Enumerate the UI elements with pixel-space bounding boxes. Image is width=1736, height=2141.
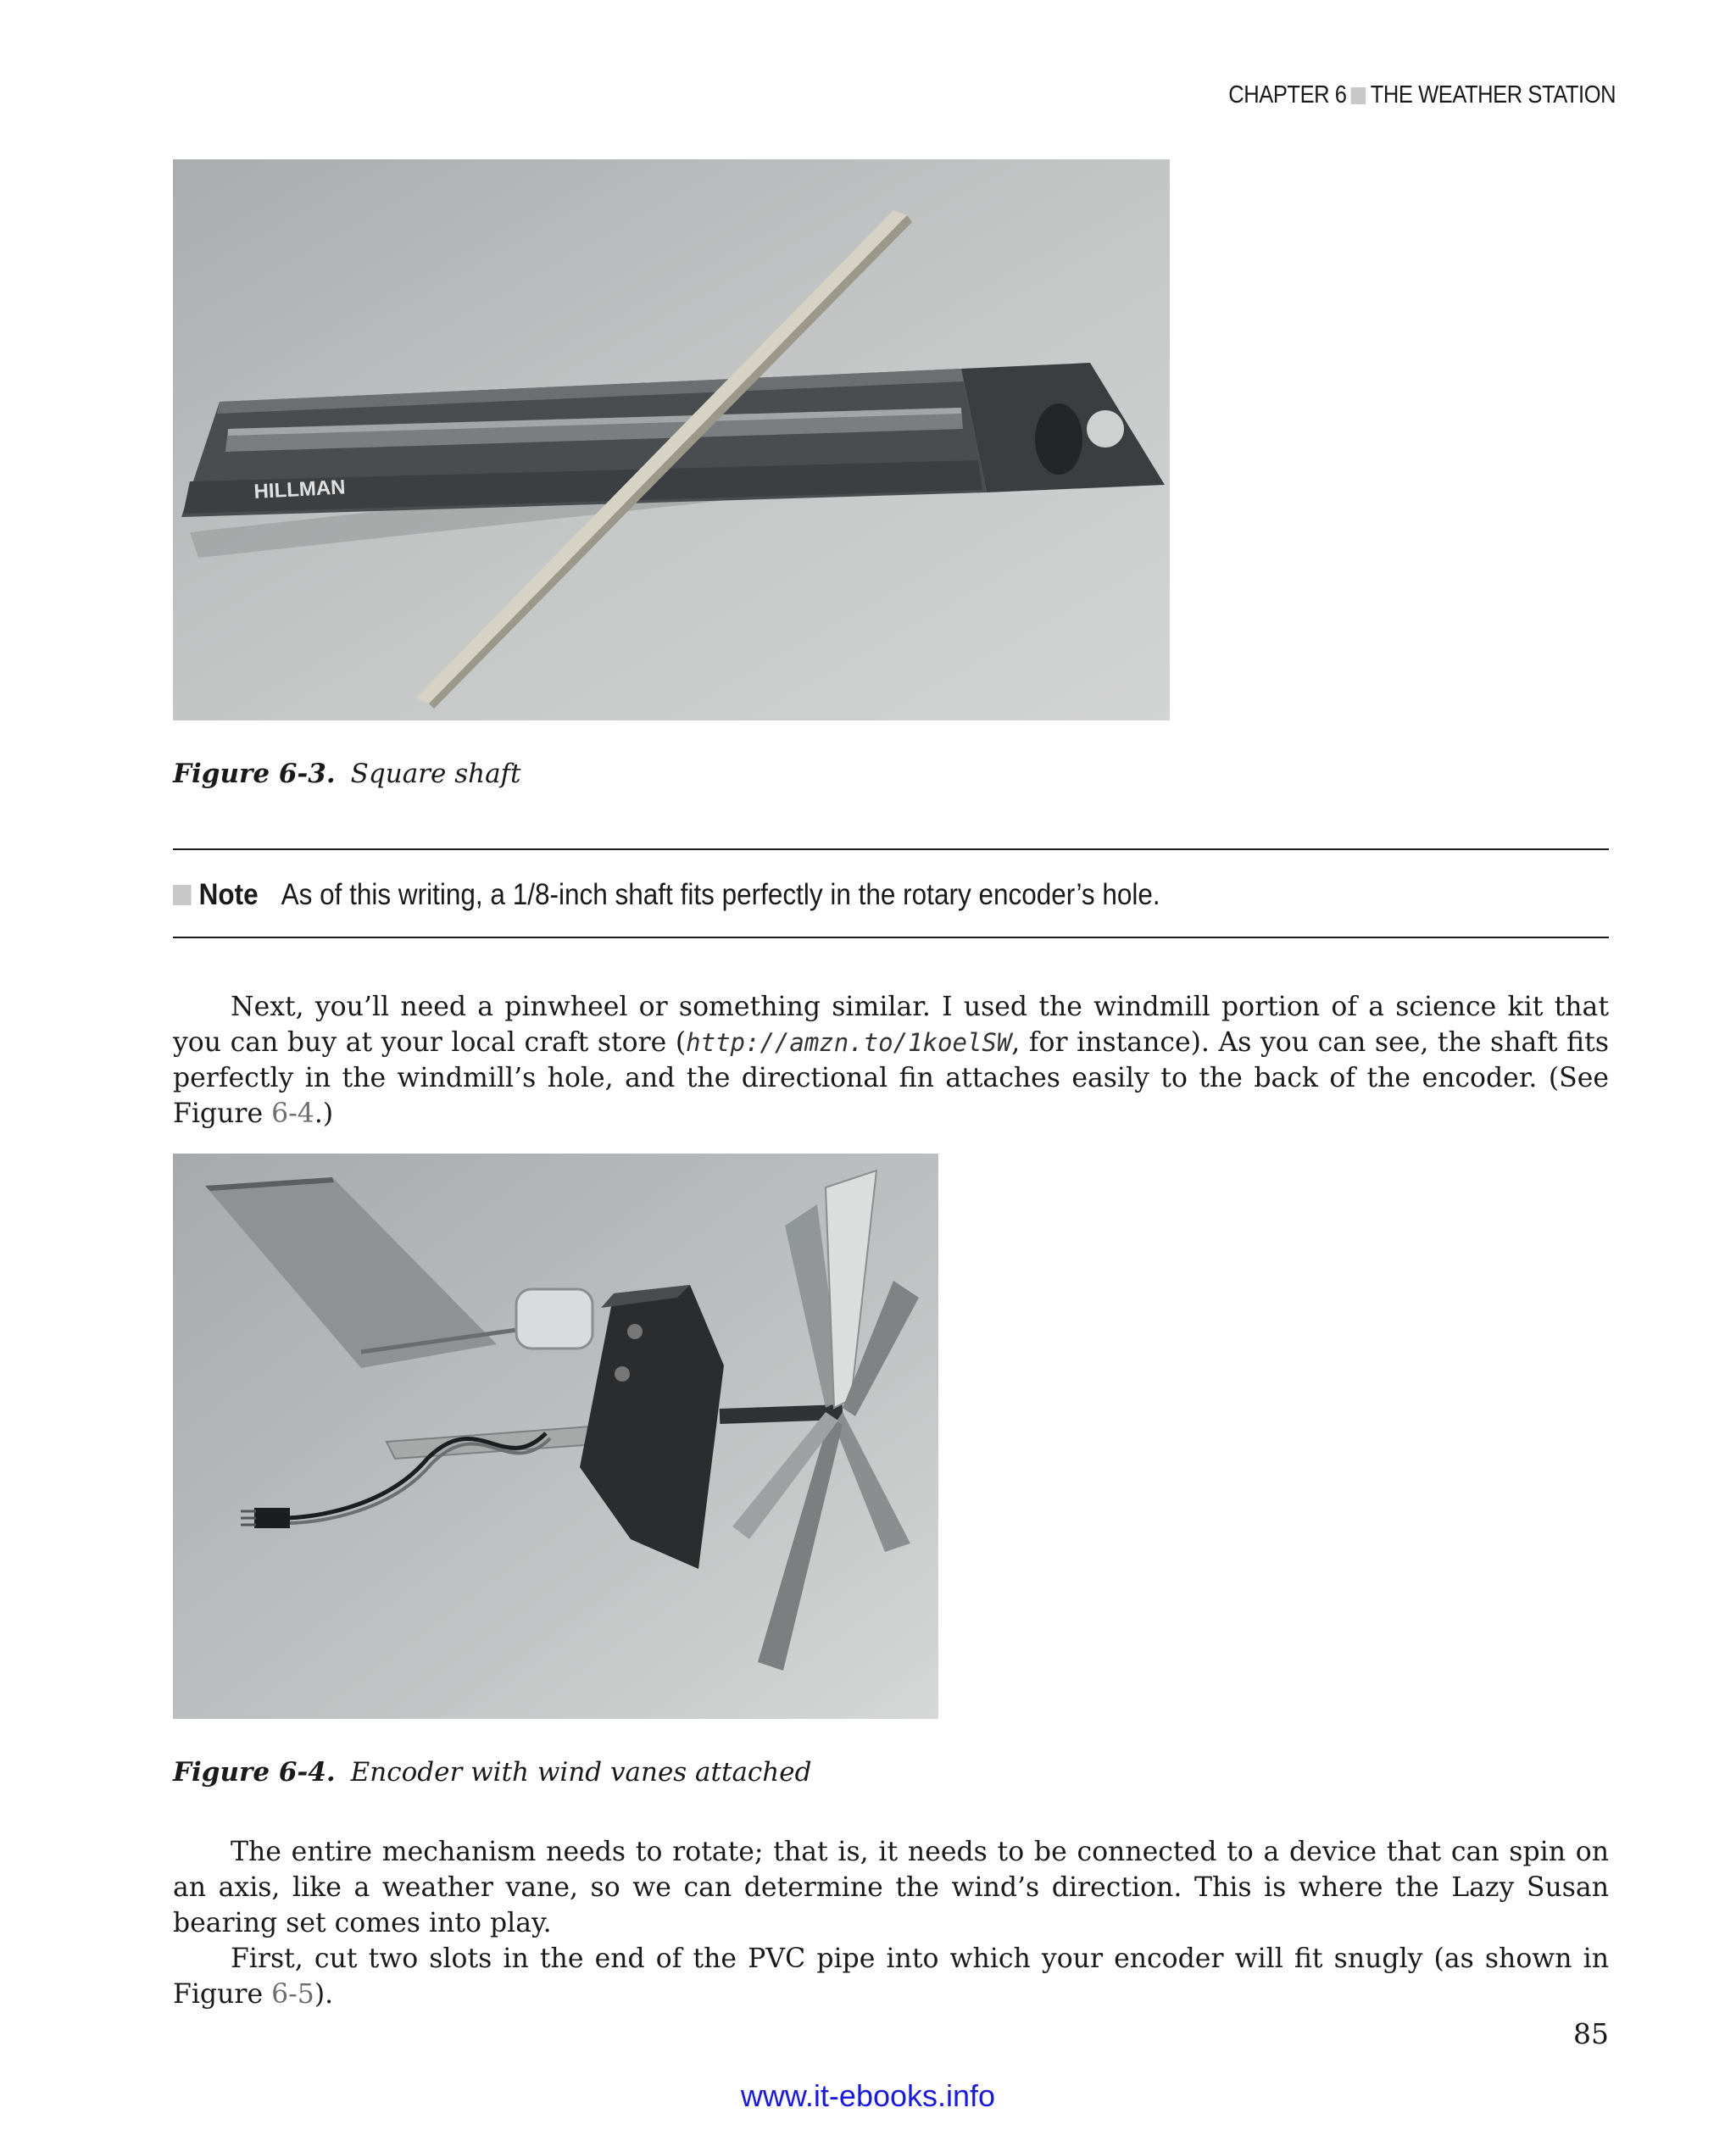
paragraph-text: First, cut two slots in the end of the PVC pipe into which your encoder will fit snugly (as shown in Figure (173, 1944, 1609, 2010)
chapter-title: THE WEATHER STATION (1370, 81, 1616, 108)
figure-6-5-ref-link[interactable]: 6-5 (271, 1979, 314, 2010)
figure-6-3-image (173, 159, 1170, 720)
figure-6-4-image (173, 1154, 938, 1719)
note-block (173, 878, 1609, 912)
paragraph-text: .) (314, 1098, 334, 1129)
figure-caption-text: Square shaft (350, 759, 521, 789)
running-header (1228, 81, 1616, 109)
figure-6-4-ref-link[interactable]: 6-4 (271, 1098, 314, 1129)
body-paragraph-1 (173, 989, 1609, 1132)
body-paragraph-2 (173, 1834, 1609, 2012)
amazon-link[interactable]: http://amzn.to/1koelSW (686, 1028, 1012, 1057)
note-square-icon (173, 885, 192, 905)
figure-6-3-caption (173, 759, 521, 789)
paragraph-text: , for instance). As you can see, the shaft fits perfectly in the windmill’s hole, and the directional fin attaches easily to the back of the encoder. (See Figure (173, 1027, 1609, 1129)
figure-label: Figure 6-3. (173, 759, 336, 789)
chapter-label: CHAPTER 6 (1228, 81, 1347, 108)
paragraph-text: The entire mechanism needs to rotate; that is, it needs to be connected to a device that can spin on an axis, like a weather vane, so we can determine the wind’s direction. This is where the Lazy Susan bearing set comes into play. (173, 1837, 1609, 1938)
note-bottom-rule (173, 937, 1609, 938)
paragraph-text: Next, you’ll need a pinwheel or something similar. I used the windmill portion of a science kit that you can buy at your local craft store ( (173, 992, 1609, 1058)
note-top-rule (173, 848, 1609, 850)
package-brand-text: HILLMAN (253, 475, 347, 503)
figure-caption-text: Encoder with wind vanes attached (350, 1757, 812, 1788)
paragraph-text: ). (314, 1979, 334, 2010)
footer-website-link[interactable]: www.it-ebooks.info (740, 2078, 996, 2113)
note-label: Note (198, 878, 259, 911)
separator-square-icon (1351, 87, 1366, 104)
note-text: As of this writing, a 1/8-inch shaft fits perfectly in the rotary encoder’s hole. (281, 878, 1160, 911)
page-number: 85 (1573, 2017, 1609, 2050)
figure-6-4-caption (173, 1757, 811, 1788)
figure-label: Figure 6-4. (173, 1757, 336, 1788)
